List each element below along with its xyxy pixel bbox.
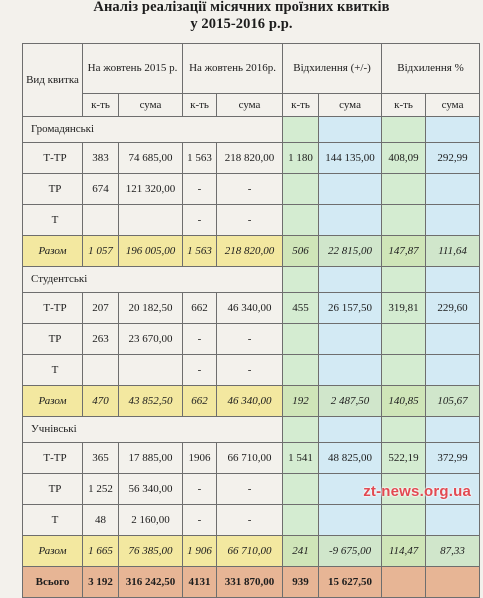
- cell-sum-2016: 46 340,00: [217, 293, 283, 324]
- cell-count-deviation: 1 541: [283, 443, 319, 474]
- section-row: [23, 417, 480, 443]
- cell-ticket-type: Т: [23, 505, 83, 536]
- header-deviation-abs: Відхилення (+/-): [283, 44, 382, 94]
- site-watermark: zt-news.org.ua: [363, 483, 471, 500]
- cell-sum-2016: -: [217, 205, 283, 236]
- cell-sum-2016: 331 870,00: [217, 567, 283, 598]
- report-title: [0, 0, 483, 33]
- cell-count-deviation: [283, 205, 319, 236]
- cell-sum-deviation: 144 135,00: [319, 143, 382, 174]
- cell-sum-deviation-pct: 87,33: [426, 536, 480, 567]
- header-count-deviation-pct: к-ть: [382, 94, 426, 117]
- cell-sum-2015: 43 852,50: [119, 386, 183, 417]
- header-sum-2015: сума: [119, 94, 183, 117]
- cell-count-2016: 1 906: [183, 536, 217, 567]
- cell-ticket-type: Разом: [23, 236, 83, 267]
- cell-sum-deviation-pct: [426, 417, 480, 443]
- cell-count-deviation: 455: [283, 293, 319, 324]
- cell-ticket-type: Т-ТР: [23, 143, 83, 174]
- ticket-sales-table: [22, 43, 480, 598]
- cell-count-2015: 207: [83, 293, 119, 324]
- cell-sum-2016: 218 820,00: [217, 236, 283, 267]
- table-row: [23, 443, 480, 474]
- cell-sum-2015: 20 182,50: [119, 293, 183, 324]
- cell-sum-2016: 46 340,00: [217, 386, 283, 417]
- subtotal-row: [23, 536, 480, 567]
- cell-count-deviation-pct: [382, 117, 426, 143]
- cell-sum-deviation: [319, 205, 382, 236]
- cell-count-deviation-pct: 114,47: [382, 536, 426, 567]
- cell-sum-deviation: [319, 355, 382, 386]
- table-row: [23, 293, 480, 324]
- header-count-2015: к-ть: [83, 94, 119, 117]
- cell-ticket-type: ТР: [23, 174, 83, 205]
- cell-sum-2015: 17 885,00: [119, 443, 183, 474]
- total-row: [23, 567, 480, 598]
- cell-sum-2015: 196 005,00: [119, 236, 183, 267]
- cell-sum-deviation: 22 815,00: [319, 236, 382, 267]
- cell-sum-deviation-pct: [426, 567, 480, 598]
- cell-count-2015: 365: [83, 443, 119, 474]
- header-sum-deviation: сума: [319, 94, 382, 117]
- cell-sum-deviation: [319, 324, 382, 355]
- cell-ticket-type: Всього: [23, 567, 83, 598]
- cell-sum-deviation: 2 487,50: [319, 386, 382, 417]
- cell-count-2016: 1 563: [183, 236, 217, 267]
- cell-sum-2015: 76 385,00: [119, 536, 183, 567]
- cell-count-deviation: [283, 117, 319, 143]
- cell-count-2015: 383: [83, 143, 119, 174]
- cell-sum-2015: 23 670,00: [119, 324, 183, 355]
- cell-count-2016: -: [183, 474, 217, 505]
- cell-count-2015: 263: [83, 324, 119, 355]
- cell-sum-deviation-pct: 229,60: [426, 293, 480, 324]
- cell-sum-deviation: 15 627,50: [319, 567, 382, 598]
- cell-count-2015: 674: [83, 174, 119, 205]
- header-row-sub: [23, 94, 480, 117]
- cell-count-deviation: [283, 505, 319, 536]
- cell-count-deviation: [283, 324, 319, 355]
- cell-ticket-type: Т: [23, 355, 83, 386]
- header-sum-deviation-pct: сума: [426, 94, 480, 117]
- cell-count-2015: [83, 205, 119, 236]
- cell-ticket-type: Разом: [23, 536, 83, 567]
- cell-count-deviation: 192: [283, 386, 319, 417]
- cell-count-deviation: 1 180: [283, 143, 319, 174]
- section-row: [23, 117, 480, 143]
- cell-sum-deviation-pct: [426, 174, 480, 205]
- section-title: Студентські: [23, 267, 283, 293]
- cell-sum-2015: 316 242,50: [119, 567, 183, 598]
- cell-ticket-type: Т-ТР: [23, 293, 83, 324]
- cell-sum-deviation: [319, 117, 382, 143]
- cell-count-2016: 662: [183, 293, 217, 324]
- cell-count-2016: 1906: [183, 443, 217, 474]
- cell-count-deviation: 939: [283, 567, 319, 598]
- cell-sum-2015: 121 320,00: [119, 174, 183, 205]
- header-count-deviation: к-ть: [283, 94, 319, 117]
- cell-count-2016: -: [183, 505, 217, 536]
- cell-count-2016: 1 563: [183, 143, 217, 174]
- cell-count-deviation-pct: [382, 355, 426, 386]
- cell-ticket-type: ТР: [23, 324, 83, 355]
- cell-count-2015: 1 665: [83, 536, 119, 567]
- cell-sum-2016: 66 710,00: [217, 536, 283, 567]
- table-row: [23, 505, 480, 536]
- cell-ticket-type: Т-ТР: [23, 443, 83, 474]
- cell-count-deviation-pct: [382, 324, 426, 355]
- cell-sum-deviation-pct: [426, 505, 480, 536]
- cell-sum-deviation-pct: 372,99: [426, 443, 480, 474]
- cell-count-deviation: [283, 267, 319, 293]
- cell-sum-deviation-pct: [426, 355, 480, 386]
- cell-sum-2016: -: [217, 505, 283, 536]
- cell-sum-2015: 2 160,00: [119, 505, 183, 536]
- cell-count-deviation-pct: [382, 174, 426, 205]
- cell-count-2016: -: [183, 355, 217, 386]
- table-body: [23, 44, 480, 598]
- header-ticket-type: Вид квитка: [23, 44, 83, 117]
- header-oct-2016: На жовтень 2016р.: [183, 44, 283, 94]
- cell-count-deviation-pct: 319,81: [382, 293, 426, 324]
- cell-count-2015: [83, 355, 119, 386]
- cell-count-deviation-pct: 147,87: [382, 236, 426, 267]
- table-row: [23, 355, 480, 386]
- cell-sum-deviation-pct: 105,67: [426, 386, 480, 417]
- cell-count-deviation: 241: [283, 536, 319, 567]
- cell-count-2016: -: [183, 174, 217, 205]
- cell-sum-deviation: [319, 267, 382, 293]
- cell-count-2015: 1 252: [83, 474, 119, 505]
- cell-count-2016: 4131: [183, 567, 217, 598]
- cell-count-2015: 470: [83, 386, 119, 417]
- header-sum-2016: сума: [217, 94, 283, 117]
- cell-sum-deviation-pct: [426, 205, 480, 236]
- cell-count-deviation-pct: 140,85: [382, 386, 426, 417]
- cell-sum-deviation-pct: [426, 117, 480, 143]
- section-title: Громадянські: [23, 117, 283, 143]
- cell-sum-deviation-pct: 111,64: [426, 236, 480, 267]
- header-oct-2015: На жовтень 2015 р.: [83, 44, 183, 94]
- cell-sum-deviation-pct: 292,99: [426, 143, 480, 174]
- cell-sum-deviation-pct: [426, 324, 480, 355]
- cell-ticket-type: ТР: [23, 474, 83, 505]
- cell-count-deviation: 506: [283, 236, 319, 267]
- table-row: [23, 143, 480, 174]
- cell-sum-2016: 66 710,00: [217, 443, 283, 474]
- cell-sum-2015: [119, 355, 183, 386]
- cell-ticket-type: Т: [23, 205, 83, 236]
- cell-ticket-type: Разом: [23, 386, 83, 417]
- cell-count-2015: 3 192: [83, 567, 119, 598]
- cell-count-deviation: [283, 417, 319, 443]
- header-deviation-pct: Відхилення %: [382, 44, 480, 94]
- cell-sum-deviation: 48 825,00: [319, 443, 382, 474]
- cell-sum-deviation-pct: [426, 267, 480, 293]
- cell-count-deviation-pct: [382, 267, 426, 293]
- cell-sum-2015: 74 685,00: [119, 143, 183, 174]
- cell-count-deviation: [283, 174, 319, 205]
- cell-sum-deviation: [319, 505, 382, 536]
- cell-sum-deviation: [319, 417, 382, 443]
- cell-count-deviation-pct: [382, 205, 426, 236]
- cell-count-2015: 1 057: [83, 236, 119, 267]
- subtotal-row: [23, 386, 480, 417]
- header-count-2016: к-ть: [183, 94, 217, 117]
- cell-sum-2015: [119, 205, 183, 236]
- cell-sum-2016: 218 820,00: [217, 143, 283, 174]
- cell-sum-deviation: 26 157,50: [319, 293, 382, 324]
- cell-count-deviation: [283, 355, 319, 386]
- cell-sum-2016: -: [217, 474, 283, 505]
- section-row: [23, 267, 480, 293]
- cell-count-2016: -: [183, 205, 217, 236]
- cell-count-2015: 48: [83, 505, 119, 536]
- cell-sum-deviation: -9 675,00: [319, 536, 382, 567]
- table-row: [23, 324, 480, 355]
- cell-count-deviation-pct: [382, 567, 426, 598]
- cell-count-deviation-pct: [382, 417, 426, 443]
- report-title-line2: у 2015-2016 р.р.: [190, 16, 293, 32]
- cell-sum-2016: -: [217, 324, 283, 355]
- report-title-line1: Аналіз реалізації місячних проїзних квитків: [93, 0, 390, 15]
- cell-count-2016: 662: [183, 386, 217, 417]
- section-title: Учнівські: [23, 417, 283, 443]
- table-row: [23, 174, 480, 205]
- subtotal-row: [23, 236, 480, 267]
- cell-sum-2015: 56 340,00: [119, 474, 183, 505]
- cell-count-deviation-pct: 522,19: [382, 443, 426, 474]
- cell-count-deviation: [283, 474, 319, 505]
- cell-count-deviation-pct: 408,09: [382, 143, 426, 174]
- cell-count-2016: -: [183, 324, 217, 355]
- cell-sum-2016: -: [217, 355, 283, 386]
- header-row-main: [23, 44, 480, 94]
- cell-sum-2016: -: [217, 174, 283, 205]
- cell-sum-deviation: [319, 174, 382, 205]
- cell-count-deviation-pct: [382, 505, 426, 536]
- table-row: [23, 205, 480, 236]
